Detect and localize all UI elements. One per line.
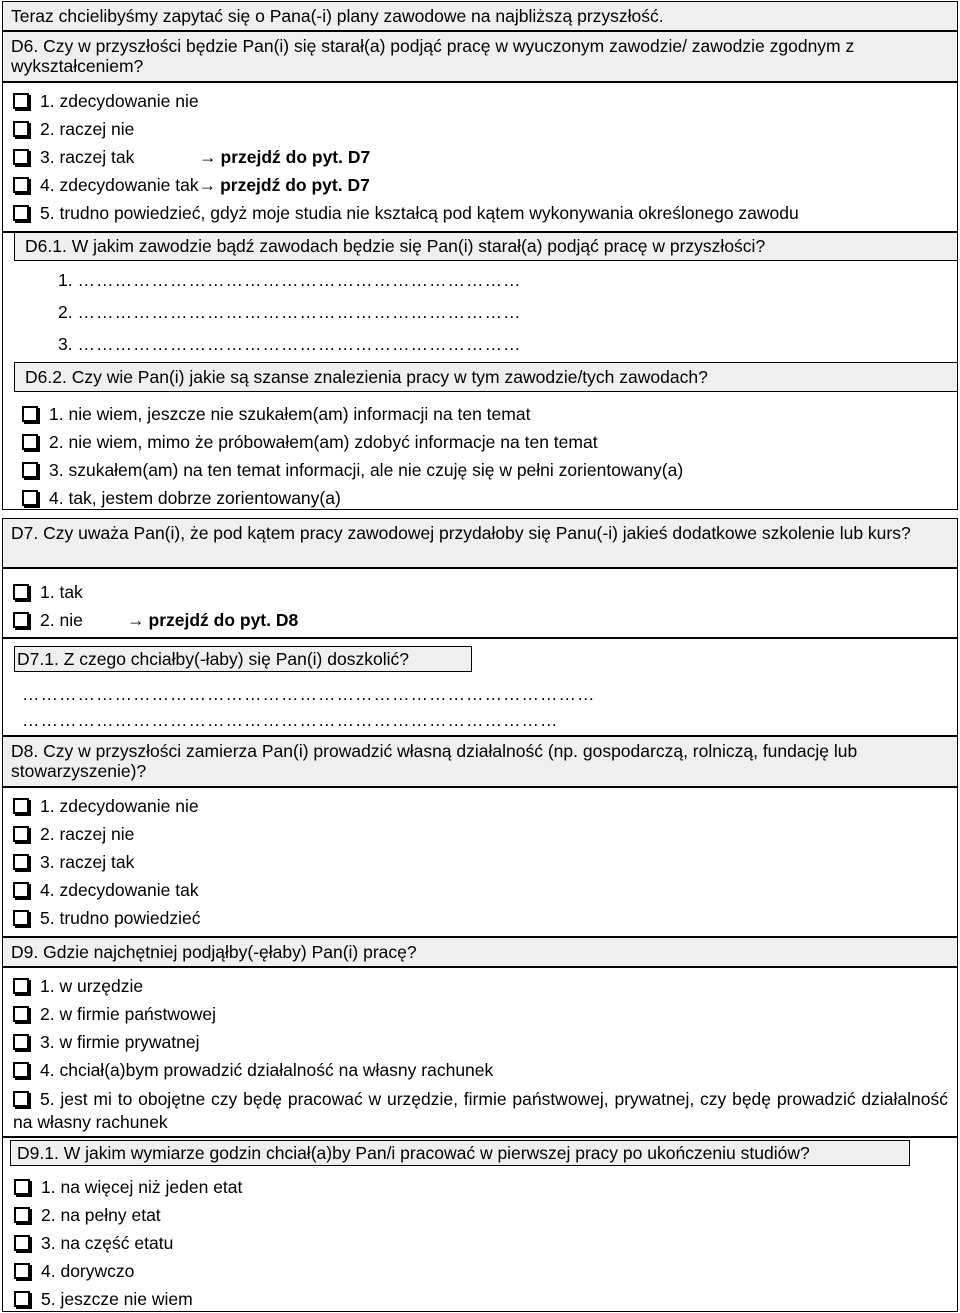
d8-option-4[interactable]: 4. zdecydowanie tak	[13, 880, 199, 900]
d6-2-option-3[interactable]: 3. szukałem(am) na ten temat informacji, ale nie czuję się w pełni zorientowany(a)	[22, 460, 683, 480]
d8-options-box	[2, 787, 958, 937]
d7-skip-2: → przejdź do pyt. D8	[127, 610, 299, 630]
d6-2-question: D6.2. Czy wie Pan(i) jakie są szanse znalezienia pracy w tym zawodzie/tych zawodach?	[25, 367, 708, 387]
d8-question-box	[2, 736, 958, 787]
d6-skip-3: → przejdź do pyt. D7	[199, 147, 371, 167]
d7-1-question-box	[14, 646, 472, 672]
d8-option-3[interactable]: 3. raczej tak	[13, 852, 134, 872]
d7-options-box	[2, 568, 958, 638]
d7-option-1[interactable]: 1. tak	[13, 582, 83, 602]
d9-options-box	[2, 967, 958, 1137]
d8-option-5[interactable]: 5. trudno powiedzieć	[13, 908, 201, 928]
checkbox-icon[interactable]	[14, 1207, 30, 1223]
checkbox-icon[interactable]	[13, 798, 29, 814]
d6-option-2[interactable]: 2. raczej nie	[13, 119, 134, 139]
d7-question: D7. Czy uważa Pan(i), że pod kątem pracy zawodowej przydałoby się Panu(-i) jakieś dodatkowe szkolenie lub kurs?	[11, 523, 911, 543]
d9-1-option-3[interactable]: 3. na część etatu	[14, 1233, 173, 1253]
d9-1-option-4[interactable]: 4. dorywczo	[14, 1261, 134, 1281]
intro-box	[2, 1, 958, 31]
d6-options-box	[2, 82, 958, 232]
checkbox-icon[interactable]	[13, 93, 29, 109]
d7-1-answer-line-2[interactable]: ……………………………………………………………………………	[22, 710, 559, 730]
d7-1-answer-line-1[interactable]: …………………………………………………………………………………	[22, 684, 596, 704]
d6-1-question-box	[14, 232, 958, 261]
checkbox-icon[interactable]	[22, 406, 38, 422]
d9-1-option-1[interactable]: 1. na więcej niż jeden etat	[14, 1177, 242, 1197]
checkbox-icon[interactable]	[13, 910, 29, 926]
checkbox-icon[interactable]	[13, 1062, 29, 1078]
arrow-right-icon: →	[198, 175, 217, 195]
checkbox-icon[interactable]	[14, 1179, 30, 1195]
d9-option-4[interactable]: 4. chciał(a)bym prowadzić działalność na własny rachunek	[13, 1060, 493, 1080]
d9-question-box	[2, 937, 958, 967]
d9-1-question-box	[10, 1140, 910, 1166]
d9-question: D9. Gdzie najchętniej podjąłby(-ęłaby) Pan(i) pracę?	[11, 942, 417, 962]
checkbox-icon[interactable]	[13, 149, 29, 165]
intro-text: Teraz chcielibyśmy zapytać się o Pana(-i) plany zawodowe na najbliższą przyszłość.	[11, 6, 664, 26]
d6-question-box	[2, 31, 958, 82]
checkbox-icon[interactable]	[14, 1291, 30, 1307]
checkbox-icon[interactable]	[13, 177, 29, 193]
checkbox-icon[interactable]	[13, 1034, 29, 1050]
d7-option-2[interactable]: 2. nie	[13, 610, 83, 630]
d6-option-5[interactable]: 5. trudno powiedzieć, gdyż moje studia nie kształcą pod kątem wykonywania określonego zawodu	[13, 203, 799, 223]
d7-question-box	[2, 518, 958, 568]
d9-option-5[interactable]: 5. jest mi to obojętne czy będę pracować w urzędzie, firmie państwowej, prywatnej, czy będę prowadzić działalność na własny rachunek	[13, 1089, 948, 1132]
d6-option-4[interactable]: 4. zdecydowanie tak→ przejdź do pyt. D7	[13, 175, 370, 195]
d6-option-3[interactable]: 3. raczej tak	[13, 147, 134, 167]
d6-2-option-1[interactable]: 1. nie wiem, jeszcze nie szukałem(am) informacji na ten temat	[22, 404, 530, 424]
checkbox-icon[interactable]	[13, 826, 29, 842]
d6-option-1[interactable]: 1. zdecydowanie nie	[13, 91, 199, 111]
d9-1-question: D9.1. W jakim wymiarze godzin chciał(a)by Pan/i pracować w pierwszej pracy po ukończeniu studiów?	[17, 1143, 810, 1163]
arrow-right-icon: →	[199, 147, 217, 167]
checkbox-icon[interactable]	[13, 882, 29, 898]
d9-1-option-5[interactable]: 5. jeszcze nie wiem	[14, 1289, 193, 1309]
checkbox-icon[interactable]	[13, 978, 29, 994]
d6-1-question: D6.1. W jakim zawodzie bądź zawodach będzie się Pan(i) starał(a) podjąć pracę w przyszłości?	[25, 236, 766, 256]
checkbox-icon[interactable]	[13, 854, 29, 870]
checkbox-icon[interactable]	[13, 121, 29, 137]
d6-question: D6. Czy w przyszłości będzie Pan(i) się starał(a) podjąć pracę w wyuczonym zawodzie/ zawodzie zgodnym z wykształceniem?	[11, 36, 855, 76]
checkbox-icon[interactable]	[14, 1263, 30, 1279]
d9-option-3[interactable]: 3. w firmie prywatnej	[13, 1032, 200, 1052]
d6-1-answer-line-2[interactable]: 2. ………………………………………………………………	[58, 302, 522, 322]
checkbox-icon[interactable]	[14, 1235, 30, 1251]
d6-2-question-box	[14, 362, 958, 392]
d7-1-question: D7.1. Z czego chciałby(-łaby) się Pan(i) doszkolić?	[17, 649, 409, 669]
arrow-right-icon: →	[127, 610, 145, 630]
d6-2-option-2[interactable]: 2. nie wiem, mimo że próbowałem(am) zdobyć informacje na ten temat	[22, 432, 598, 452]
d6-1-answer-line-3[interactable]: 3. ………………………………………………………………	[58, 334, 522, 354]
checkbox-icon[interactable]	[22, 434, 38, 450]
checkbox-icon[interactable]	[13, 612, 29, 628]
d6-skip-4: → przejdź do pyt. D7	[198, 175, 370, 195]
checkbox-icon[interactable]	[13, 205, 29, 221]
checkbox-icon[interactable]	[22, 462, 38, 478]
d6-1-answer-line-1[interactable]: 1. ………………………………………………………………	[58, 270, 522, 290]
checkbox-icon[interactable]	[22, 490, 38, 506]
d9-option-2[interactable]: 2. w firmie państwowej	[13, 1004, 216, 1024]
d8-option-1[interactable]: 1. zdecydowanie nie	[13, 796, 199, 816]
checkbox-icon[interactable]	[13, 584, 29, 600]
d8-question: D8. Czy w przyszłości zamierza Pan(i) prowadzić własną działalność (np. gospodarczą, rolniczą, fundację lub stowarzyszenie)?	[11, 741, 858, 781]
d9-1-option-2[interactable]: 2. na pełny etat	[14, 1205, 161, 1225]
d9-option-1[interactable]: 1. w urzędzie	[13, 976, 143, 996]
checkbox-icon[interactable]	[13, 1006, 29, 1022]
d8-option-2[interactable]: 2. raczej nie	[13, 824, 134, 844]
checkbox-icon[interactable]	[13, 1091, 29, 1107]
d6-2-option-4[interactable]: 4. tak, jestem dobrze zorientowany(a)	[22, 488, 341, 508]
